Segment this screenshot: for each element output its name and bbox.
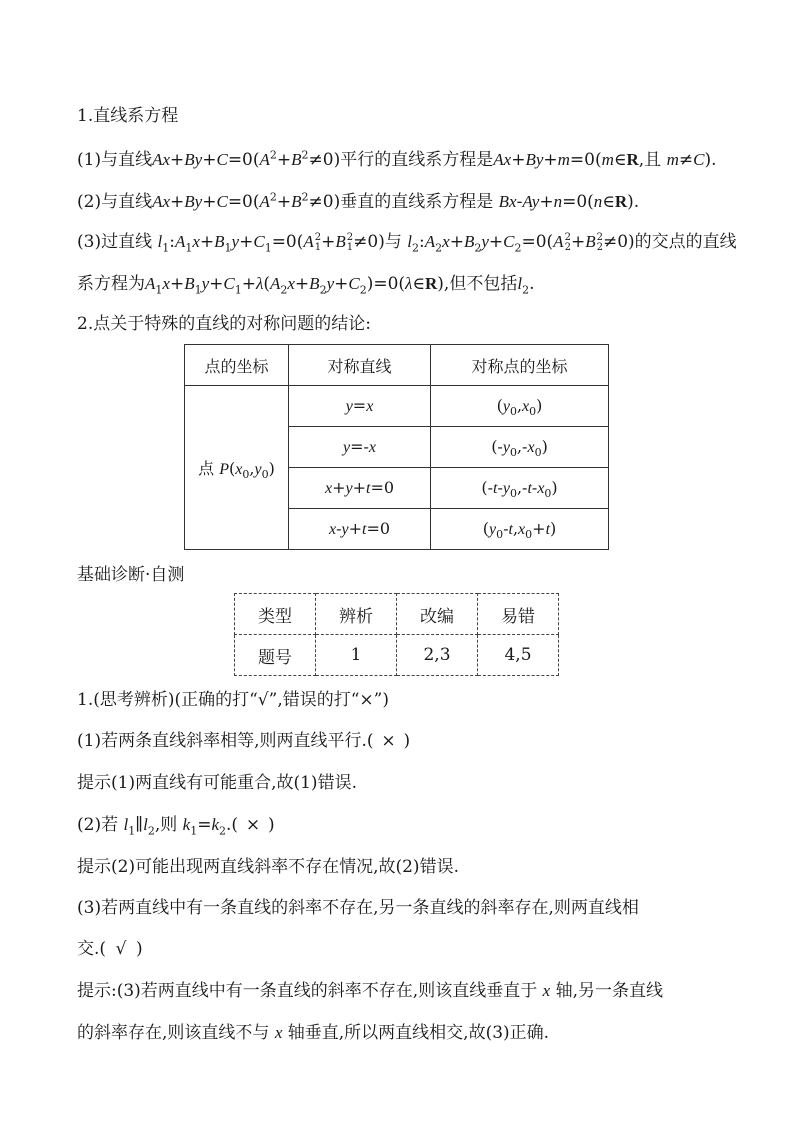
line-cell: y=x (289, 386, 431, 427)
question-3-line2: 交.( √ ) (77, 939, 143, 959)
item2-line: (2)与直线$Ax+By+C=0(A^2+B^2\ne 0)$垂直的直线系方程是 Bx-Ay+n=0(n∈R). (77, 190, 640, 212)
line-cell: y=-x (289, 427, 431, 468)
point-cell: 点 $P(x_0,y_0)$ (185, 386, 289, 550)
hint-1: 提示(1)两直线有可能重合,故(1)错误. (77, 773, 357, 793)
hint-2: 提示(2)可能出现两直线斜率不存在情况,故(2)错误. (77, 857, 459, 877)
hint-3-line1: 提示:(3)若两直线中有一条直线的斜率不存在,则该直线垂直于 x 轴,另一条直线 (77, 981, 663, 1001)
types-header-cell: 改编 (397, 594, 478, 635)
result-cell: $(-y_0,-x_0)$ (431, 427, 609, 468)
header-line: 对称直线 (289, 345, 431, 386)
answer-mark-1: × (381, 731, 396, 751)
question-1: (1)若两条直线斜率相等,则两直线平行.( × ) (77, 731, 411, 751)
types-header-cell: 类型 (235, 594, 316, 635)
answer-mark-3: √ (115, 939, 127, 959)
result-cell: $(y_0-t,x_0+t)$ (431, 509, 609, 550)
types-row-cell: 2,3 (397, 635, 478, 676)
question-3-line1: (3)若两直线中有一条直线的斜率不存在,另一条直线的斜率存在,则两直线相 (77, 898, 639, 918)
section3-heading: 基础诊断·自测 (77, 565, 185, 585)
types-table (234, 593, 559, 676)
types-row-cell: 题号 (235, 635, 316, 676)
item3b-line: 系方程为$A_1x+B_1y+C_1+\lambda(A_2x+B_2y+C_2)=0(\lambda\in R)$,但不包括$l_2$. (77, 274, 535, 297)
header-point: 点的坐标 (185, 345, 289, 386)
hint-3-line2: 的斜率存在,则该直线不与 x 轴垂直,所以两直线相交,故(3)正确. (77, 1023, 550, 1043)
header-symmetric-point: 对称点的坐标 (431, 345, 609, 386)
types-header-cell: 易错 (478, 594, 559, 635)
item3-line: (3)过直线 $l_1:A_1x+B_1y+C_1=0(A$ 2 1 +B 2 1 ≠0)与 $l_2:A_2x+B_2y+C_2=0(A$ 2 2 +B 2 2 ≠0)的交点的直线 (77, 231, 737, 255)
result-cell: $(-t-y_0,-t-x_0)$ (431, 468, 609, 509)
types-header-cell: 辨析 (316, 594, 397, 635)
result-cell: $(y_0,x_0)$ (431, 386, 609, 427)
types-row-cell: 4,5 (478, 635, 559, 676)
line-cell: x+y+t=0 (289, 468, 431, 509)
section1-heading: 1.直线系方程 (77, 106, 179, 126)
question-intro: 1.(思考辨析)(正确的打“√”,错误的打“×”) (77, 690, 389, 710)
line-cell: x-y+t=0 (289, 509, 431, 550)
answer-mark-2: × (245, 815, 261, 835)
item1-line: (1)与直线$Ax+By+C=0(A^2+B^2\ne 0)$平行的直线系方程是Ax+By+m=0(m∈R,且 m≠C). (77, 148, 717, 170)
question-2: (2)若 $l_1\parallel l_2$,则 $k_1=k_2$.( × ) (77, 815, 275, 838)
types-row-cell: 1 (316, 635, 397, 676)
section2-heading: 2.点关于特殊的直线的对称问题的结论: (77, 314, 371, 334)
symmetry-table (184, 344, 609, 550)
